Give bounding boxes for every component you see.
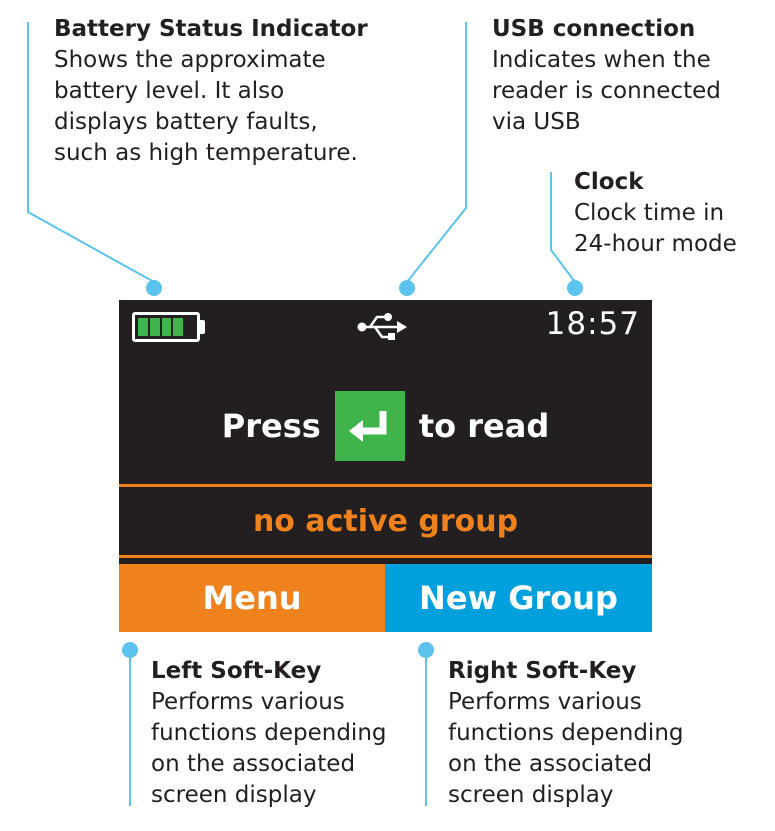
reader-screen: [119, 300, 652, 632]
battery-icon: [132, 312, 200, 342]
battery-bar: [138, 318, 148, 336]
left-softkey-callout: [151, 656, 387, 811]
clock-callout: [574, 167, 737, 260]
right-softkey-callout: [448, 656, 684, 811]
clock-callout-title: Clock: [574, 169, 644, 195]
battery-bar: [150, 318, 160, 336]
battery-bar: [162, 318, 172, 336]
right-softkey-callout-description: Performs various functions depending on the associated screen display: [448, 689, 684, 808]
clock-leader-line: [551, 172, 575, 282]
left-softkey-leader-dot: [122, 642, 138, 658]
prompt-text-after: to read: [418, 407, 550, 445]
usb-callout-description: Indicates when the reader is connected via USB: [492, 47, 721, 135]
battery-level: [138, 318, 183, 336]
battery-callout-title: Battery Status Indicator: [54, 16, 368, 42]
clock-callout-description: Clock time in 24-hour mode: [574, 200, 737, 257]
usb-callout-title: USB connection: [492, 16, 696, 42]
battery-leader-dot: [146, 280, 162, 296]
menu-softkey-label: Menu: [202, 579, 302, 617]
prompt-text-before: Press: [221, 407, 321, 445]
group-status: [119, 484, 652, 558]
battery-terminal: [200, 320, 205, 334]
usb-icon: [357, 312, 409, 342]
clock-display: 18:57: [545, 306, 640, 342]
battery-callout: [54, 14, 368, 169]
left-softkey-callout-title: Left Soft-Key: [151, 658, 322, 684]
menu-softkey[interactable]: [119, 564, 385, 632]
left-softkey-callout-description: Performs various functions depending on the associated screen display: [151, 689, 387, 808]
usb-callout: [492, 14, 721, 138]
usb-leader-dot: [399, 280, 415, 296]
clock-leader-dot: [567, 280, 583, 296]
new-group-softkey[interactable]: [385, 564, 652, 632]
new-group-softkey-label: New Group: [419, 579, 618, 617]
battery-bar: [173, 318, 183, 336]
right-softkey-leader-dot: [418, 642, 434, 658]
right-softkey-callout-title: Right Soft-Key: [448, 658, 637, 684]
enter-key-icon: [335, 391, 405, 461]
group-status-text: no active group: [252, 503, 519, 539]
usb-leader-line: [407, 22, 466, 282]
battery-callout-description: Shows the approximate battery level. It also displays battery faults, such as high temperature.: [54, 47, 358, 166]
read-prompt: [119, 391, 652, 461]
